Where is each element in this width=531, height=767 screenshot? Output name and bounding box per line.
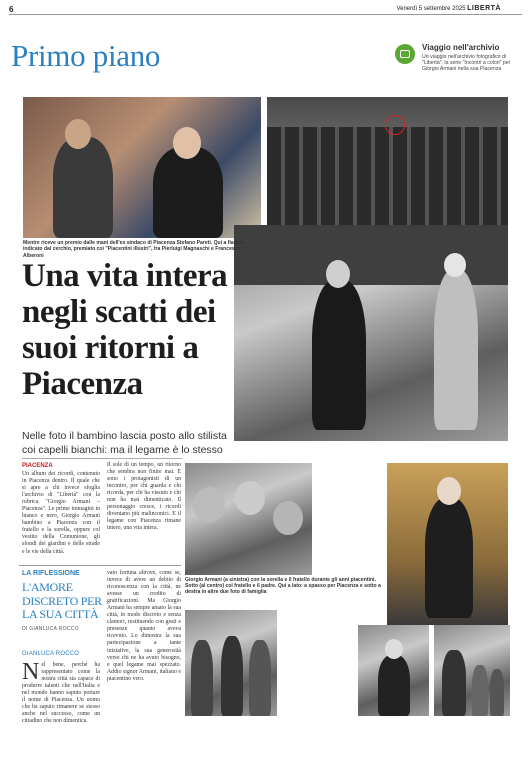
portrait-figure <box>378 655 410 716</box>
article-subhead: Nelle foto il bambino lascia posto allo stilista coi capelli bianchi: ma il legame è lo stesso <box>22 430 227 456</box>
family-adult <box>442 650 466 716</box>
old-man-figure <box>425 498 473 618</box>
figure-left-head <box>65 119 91 149</box>
figure-right <box>153 147 223 238</box>
section-title: Primo piano <box>11 38 161 73</box>
figure-right-head <box>173 127 201 159</box>
kid3-head <box>273 501 303 535</box>
opinion-label: LA RIFLESSIONE <box>22 570 80 577</box>
family-child1 <box>472 665 488 716</box>
page-number: 6 <box>9 5 14 14</box>
camera-icon <box>395 44 415 64</box>
archive-box-text: Un viaggio nell'archivio fotografico di "Libertà", la serie "Incontri a colori" per Giorgio Armani nella sua Piacenza <box>422 54 511 73</box>
walking-man <box>312 280 366 430</box>
drop-cap: N <box>22 659 40 685</box>
family-child2 <box>490 669 504 716</box>
photo-group <box>267 97 508 237</box>
opinion-title: L'AMORE DISCRETO PER LA SUA CITTÀ <box>22 580 102 621</box>
article-column-1: Un album dei ricordi, contenuto in Piacenza dentro. Il quale che si apre a chi invece sfoglia l'archivio di "Libertà" con la rubrica "Giorgio Armani – Piacenza". Le prime immagini in bianco e nero, Giorgio Armani bambino a Piacenza con il fratello e la sorella, oppure col vestito della Comunione, gli sfondi dei giardini e delle strade e le vie della città. <box>22 471 100 555</box>
kid1-head <box>193 487 225 523</box>
photo-award <box>23 97 261 238</box>
opinion-column-1 <box>22 659 100 725</box>
man-b <box>221 636 243 716</box>
man-c <box>249 640 271 716</box>
photo-kids <box>185 463 312 575</box>
kid2-head <box>235 481 265 515</box>
issue-date: Venerdì 5 settembre 2025 <box>396 6 466 12</box>
masthead: LIBERTÀ <box>467 5 501 12</box>
opinion-column-1-text: el bene, perché ha rappresentato come la nostra città sia capace di produrre talenti che nell'Italia e nel mondo hanno saputo portare il nome di Piacenza. Un uomo che ha saputo rimanere se stesso anche nel successo, come un cittadino che non dimentica. <box>22 662 100 725</box>
group-row <box>267 127 508 237</box>
opinion-column-2: vato fortuna altrove, come se, invece di avere un debito di riconoscenza con la città, ne avesse un credito di gratificazioni. Ma Giorgio Armani ha sempre amato la sua città, in modo discreto e senza clamori, restituendo con gesti e presenze quanto aveva ricevuto. Lo dimostra la sua partecipazione a tante iniziative, la sua generosità verso chi ne ha avuto bisogno, e quel legame mai spezzato. Addio signor Armani, italiano e piacentino vero. <box>107 570 181 682</box>
middle-rule <box>19 565 181 566</box>
photo-men <box>185 610 277 716</box>
highlight-circle <box>385 115 405 135</box>
article-headline: Una vita intera negli scatti dei suoi ritorni a Piacenza <box>22 258 228 402</box>
date-line <box>396 5 501 12</box>
figure-left <box>53 137 113 238</box>
portrait-head <box>385 639 403 659</box>
photo-family <box>434 625 510 716</box>
walking-woman <box>434 270 478 430</box>
article-column-2: Il sole di un tempo, un ritorno che sembra non finire mai. E sono i protagonisti di un incontro, per chi guarda e chi ricorda, per chi ha vissuto e chi non ha mai dimenticato. Il personaggio cresce, i ricordi diventano più malinconici. E il legame con Piacenza rimane intero, una vita intera. <box>107 462 181 532</box>
opinion-byline: DI GIANLUCA ROCCO <box>22 626 79 632</box>
photo-walk <box>234 225 508 441</box>
award-caption: Mentre riceve un premio dalle mani dell'ex sindaco di Piacenza Stefano Pareti. Qui a fianco, indicato dal cerchio, premiato coi "Piacentini illustri", tra Pierluigi Magnaschi e Francesco Alberoni <box>23 240 245 259</box>
opinion-author: GIANLUCA ROCCO <box>22 651 80 657</box>
place-tag: PIACENZA <box>22 463 53 469</box>
top-rule <box>9 14 522 15</box>
walking-woman-head <box>444 253 466 277</box>
subhead-rule <box>22 458 182 459</box>
old-man-head <box>437 477 461 505</box>
archive-box-title: Viaggio nell'archivio <box>422 43 500 52</box>
walking-man-head <box>326 260 350 288</box>
photo-man-portrait <box>358 625 429 716</box>
photo-old-man <box>387 463 508 625</box>
man-a <box>191 640 213 716</box>
kids-caption: Giorgio Armani (a sinistra) con la sorella e il fratello durante gli anni piacentini. Sotto (al centro) col fratello e il padre. Qui a lato: a spasso per Piacenza e sotto a destra in altre due foto di famiglia <box>185 577 381 596</box>
